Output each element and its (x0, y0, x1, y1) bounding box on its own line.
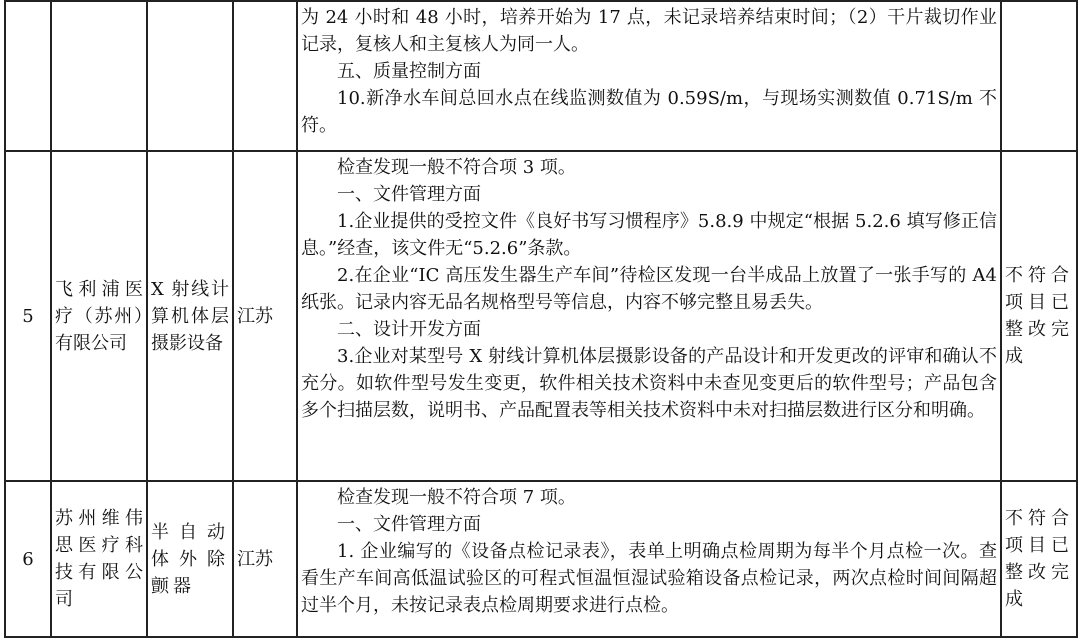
row-number: 6 (5, 481, 51, 637)
finding-line: 检查发现一般不符合项 3 项。 (337, 157, 576, 178)
finding-line: 为 24 小时和 48 小时，培养开始为 17 点，未记录培养结束时间；（2）干片裁切作业记录，复核人和主复核人为同一人。 (301, 7, 997, 55)
finding-line: 10.新净水车间总回水点在线监测数值为 0.59S/m，与现场实测数值 0.71S/m 不符。 (301, 88, 997, 136)
table-row (5, 481, 1077, 637)
company-name: 苏州维伟思医疗科技有限公司 (51, 481, 147, 637)
finding-line: 五、质量控制方面 (337, 61, 481, 82)
rectification-status: 不符合项目已整改完成 (1001, 481, 1077, 637)
table-row-continued (5, 1, 1077, 151)
province-cell (233, 1, 297, 151)
finding-line: 2.在企业“IC 高压发生器生产车间”待检区发现一台半成品上放置了一张手写的 A4 纸张。记录内容无品名规格型号等信息，内容不够完整且易丢失。 (301, 265, 997, 313)
finding-line: 一、文件管理方面 (337, 184, 481, 205)
company-name: 飞利浦医疗（苏州）有限公司 (51, 151, 147, 481)
table-row (5, 151, 1077, 481)
inspection-table (4, 0, 1078, 638)
row-number: 5 (5, 151, 51, 481)
product-name: 半自动体外除颤器 (147, 481, 233, 637)
finding-line: 1. 企业编写的《设备点检记录表》，表单上明确点检周期为每半个月点检一次。查看生产车间高低温试验区的可程式恒温恒湿试验箱设备点检记录，两次点检时间间隔超过半个月，未按记录表点检周期要求进行点检。 (301, 541, 997, 616)
province: 江苏 (233, 481, 297, 637)
status-cell (1001, 1, 1077, 151)
finding-line: 检查发现一般不符合项 7 项。 (337, 487, 576, 508)
finding-line: 二、设计开发方面 (337, 319, 481, 340)
finding-line: 3.企业对某型号 X 射线计算机体层摄影设备的产品设计和开发更改的评审和确认不充分。如软件型号发生变更，软件相关技术资料中未查见变更后的软件型号；产品包含多个扫描层数，说明书、产品配置表等相关技术资料中未对扫描层数进行区分和明确。 (301, 346, 997, 421)
product-cell (147, 1, 233, 151)
rectification-status: 不符合项目已整改完成 (1001, 151, 1077, 481)
finding-line: 一、文件管理方面 (337, 514, 481, 535)
findings-cell (297, 481, 1001, 637)
no-cell (5, 1, 51, 151)
findings-cell (297, 151, 1001, 481)
company-cell (51, 1, 147, 151)
province: 江苏 (233, 151, 297, 481)
findings-cell (297, 1, 1001, 151)
finding-line: 1.企业提供的受控文件《良好书写习惯程序》5.8.9 中规定“根据 5.2.6 填写修正信息。”经查，该文件无“5.2.6”条款。 (301, 211, 997, 259)
product-name: X 射线计算机体层摄影设备 (147, 151, 233, 481)
